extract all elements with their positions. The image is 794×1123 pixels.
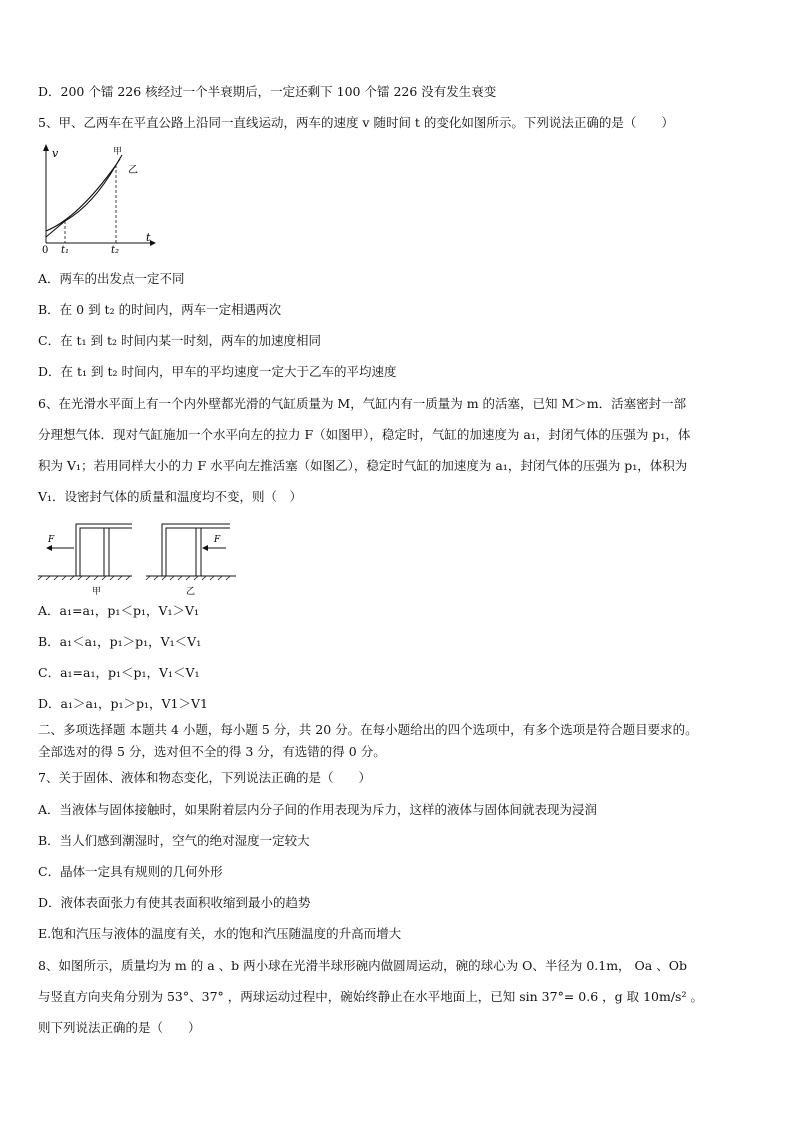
- q8-stem-line-1: 8、如图所示，质量均为 m 的 a 、b 两小球在光滑半球形碗内做圆周运动，碗的球心为 O、半径为 0.1m， Oa 、Ob: [38, 958, 687, 973]
- q6-stem-line-3: 积为 V₁；若用同样大小的力 F 水平向左推活塞（如图乙），稳定时气缸的加速度为 a₁，封闭气体的压强为 p₁，体积为: [38, 458, 688, 473]
- force-arrow-jia: [46, 545, 52, 551]
- label-jia: 甲: [113, 147, 123, 157]
- piston-yi: [196, 528, 201, 576]
- label-jia: 甲: [92, 587, 102, 597]
- label-t2: t₂: [111, 245, 120, 253]
- section2-heading-line-1: 二、多项选择题 本题共 4 小题，每小题 5 分，共 20 分。在每小题给出的四个选项中，有多个选项是符合题目要求的。: [38, 722, 698, 737]
- q7-option-b: B．当人们感到潮湿时，空气的绝对湿度一定较大: [38, 833, 310, 848]
- q6-option-b: B．a₁＜a₁，p₁＞p₁，V₁＜V₁: [38, 634, 202, 649]
- q8-stem-line-3: 则下列说法正确的是（ ）: [38, 1020, 201, 1035]
- q5-stem: 5、甲、乙两车在平直公路上沿同一直线运动，两车的速度 v 随时间 t 的变化如图所示。下列说法正确的是（ ）: [38, 115, 674, 130]
- q6-stem-line-1: 6、在光滑水平面上有一个内外壁都光滑的气缸质量为 M，气缸内有一质量为 m 的活塞，已知 M＞m．活塞密封一部: [38, 396, 687, 411]
- force-arrow-yi: [202, 545, 208, 551]
- q5-option-a: A．两车的出发点一定不同: [38, 271, 185, 286]
- label-t: t: [146, 231, 151, 244]
- q7-option-d: D．液体表面张力有使其表面积收缩到最小的趋势: [38, 895, 311, 910]
- label-f-jia: F: [48, 535, 55, 545]
- v-axis-arrow: [43, 144, 49, 151]
- curve-jia: [46, 155, 122, 231]
- t-axis-arrow: [150, 240, 156, 246]
- q5-option-b: B．在 0 到 t₂ 的时间内，两车一定相遇两次: [38, 302, 282, 317]
- label-yi: 乙: [186, 587, 196, 597]
- q6-stem-line-4: V₁．设密封气体的质量和温度均不变，则（ ）: [38, 489, 303, 504]
- section2-heading-line-2: 全部选对的得 5 分，选对但不全的得 3 分，有选错的得 0 分。: [38, 744, 386, 759]
- q5-option-c: C．在 t₁ 到 t₂ 时间内某一时刻，两车的加速度相同: [38, 333, 322, 348]
- label-t1: t₁: [61, 245, 70, 253]
- q7-option-c: C．晶体一定具有规则的几何外形: [38, 864, 223, 879]
- label-v: v: [52, 147, 59, 160]
- q7-stem: 7、关于固体、液体和物态变化，下列说法正确的是（ ）: [38, 770, 371, 785]
- q7-option-a: A．当液体与固体接触时，如果附着层内分子间的作用表现为斥力，这样的液体与固体间就表现为浸润: [38, 802, 598, 817]
- q8-stem-line-2: 与竖直方向夹角分别为 53°、37° ，两球运动过程中，碗始终静止在水平地面上，已知 sin 37°= 0.6 ，g 取 10m/s² 。: [38, 989, 703, 1004]
- label-origin: 0: [42, 245, 49, 253]
- q6-option-a: A．a₁=a₁，p₁＜p₁，V₁＞V₁: [38, 603, 200, 618]
- q6-stem-line-2: 分理想气体．现对气缸施加一个水平向左的拉力 F（如图甲），稳定时，气缸的加速度为 a₁，封闭气体的压强为 p₁，体: [38, 427, 691, 442]
- piston-jia: [104, 528, 109, 576]
- q6-option-c: C．a₁=a₁，p₁＜p₁，V₁＜V₁: [38, 665, 200, 680]
- q6-option-d: D．a₁＞a₁，p₁＞p₁，V1＞V1: [38, 696, 208, 711]
- q5-option-d: D．在 t₁ 到 t₂ 时间内，甲车的平均速度一定大于乙车的平均速度: [38, 364, 397, 379]
- diagram-yi: [146, 524, 236, 597]
- q7-option-e: E.饱和汽压与液体的温度有关，水的饱和汽压随温度的升高而增大: [38, 926, 402, 941]
- diagram-jia: [38, 524, 132, 597]
- label-yi: 乙: [128, 165, 138, 176]
- velocity-time-graph: [38, 143, 158, 253]
- piston-diagram: [36, 520, 236, 602]
- q4-option-d: D．200 个镭 226 核经过一个半衰期后，一定还剩下 100 个镭 226 没有发生衰变: [38, 84, 497, 99]
- label-f-yi: F: [214, 535, 221, 545]
